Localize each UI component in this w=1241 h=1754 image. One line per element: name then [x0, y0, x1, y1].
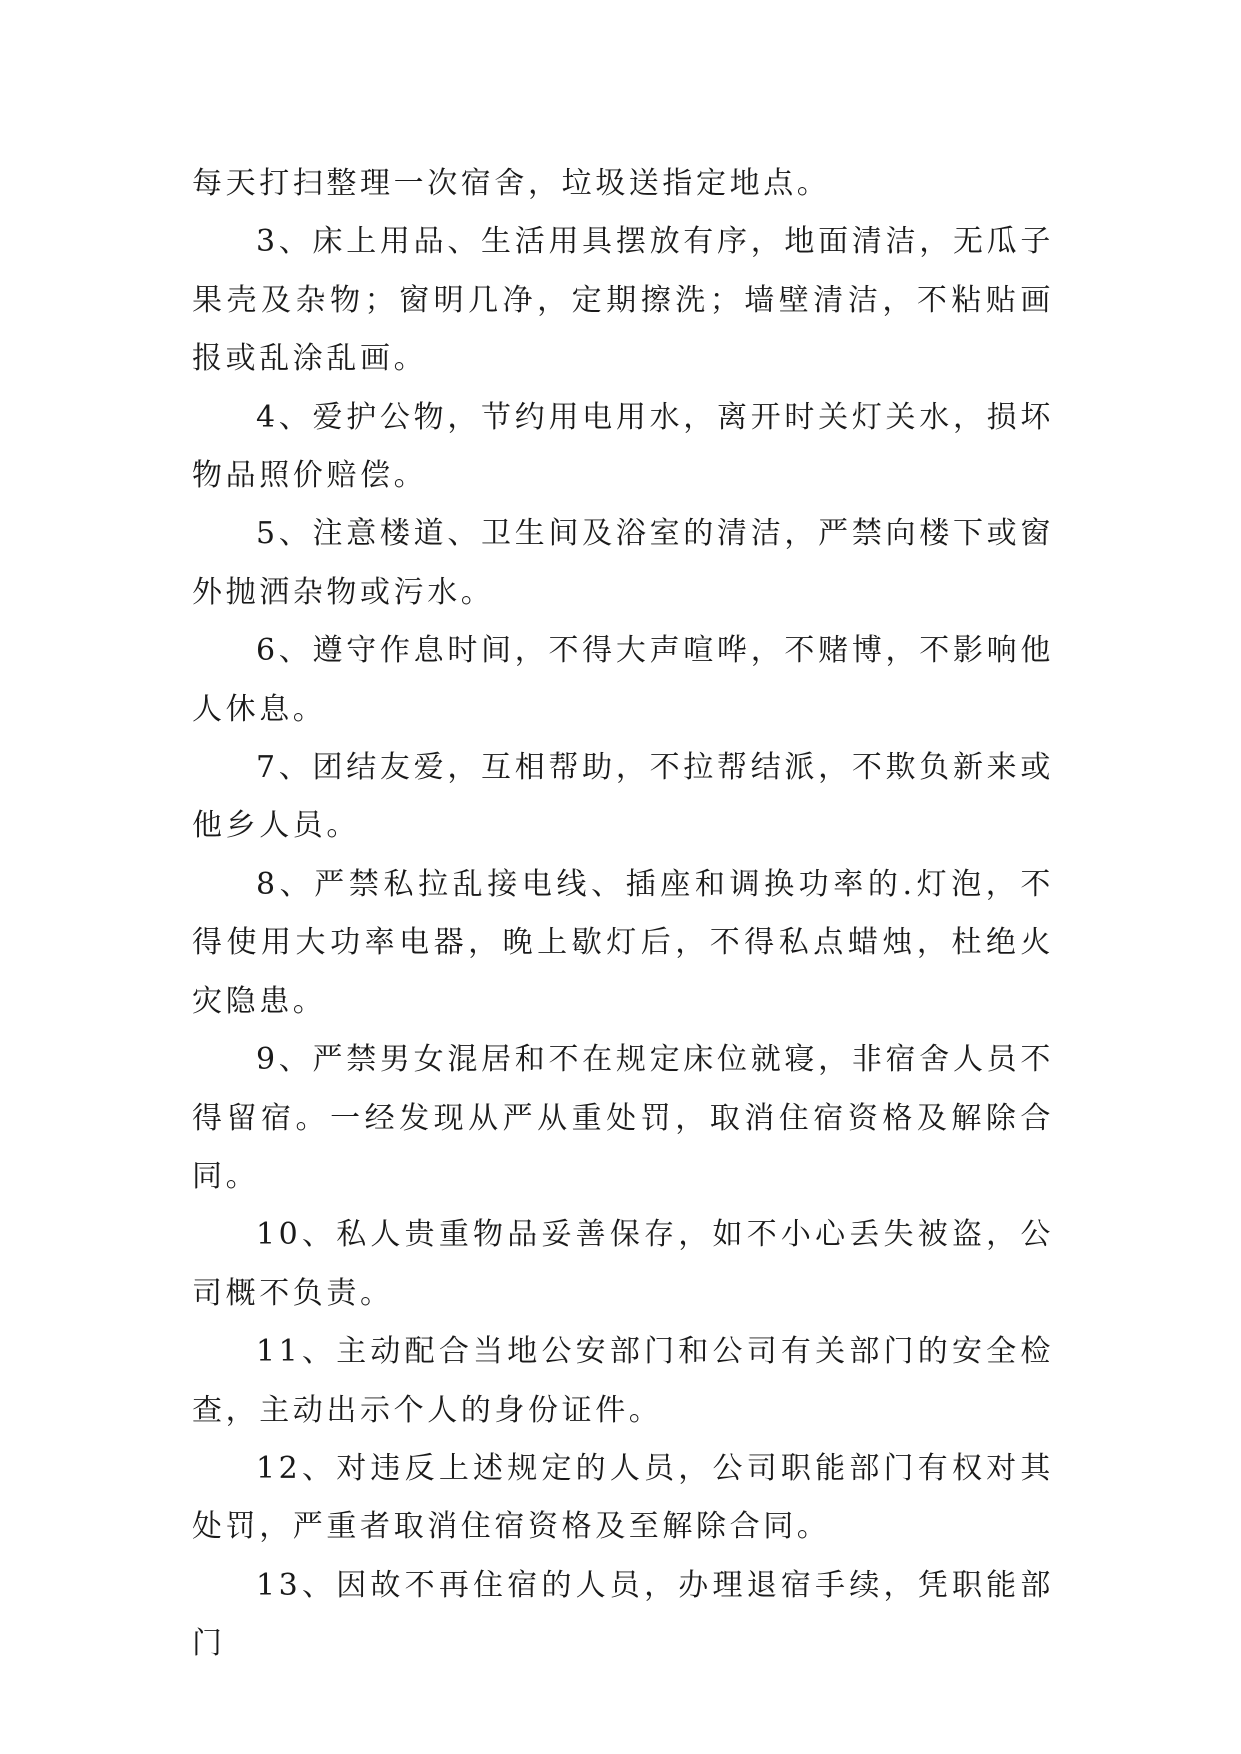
paragraph-rule-4: 4、爱护公物，节约用电用水，离开时关灯关水，损坏物品照价赔偿。	[192, 399, 1054, 494]
paragraph-rule-3: 3、床上用品、生活用具摆放有序，地面清洁，无瓜子果壳及杂物；窗明几净，定期擦洗；墙壁清洁，不粘贴画报或乱涂乱画。	[192, 224, 1054, 377]
paragraph-rule-6: 6、遵守作息时间，不得大声喧哗，不赌博，不影响他人休息。	[192, 633, 1054, 727]
paragraph-rule-11: 11、主动配合当地公安部门和公司有关部门的安全检查，主动出示个人的身份证件。	[192, 1334, 1054, 1428]
paragraph-rule-8: 8、严禁私拉乱接电线、插座和调换功率的.灯泡，不得使用大功率电器，晚上歇灯后，不得私点蜡烛，杜绝火灾隐患。	[192, 866, 1054, 1019]
paragraph-rule-9: 9、严禁男女混居和不在规定床位就寝，非宿舍人员不得留宿。一经发现从严从重处罚，取消住宿资格及解除合同。	[192, 1042, 1054, 1194]
document-body	[192, 155, 1054, 1674]
paragraph-rule-7: 7、团结友爱，互相帮助，不拉帮结派，不欺负新来或他乡人员。	[192, 750, 1054, 844]
paragraph-rule-13: 13、因故不再住宿的人员，办理退宿手续，凭职能部门	[192, 1567, 1054, 1662]
paragraph-continuation: 每天打扫整理一次宿舍，垃圾送指定地点。	[192, 166, 831, 201]
paragraph-rule-10: 10、私人贵重物品妥善保存，如不小心丢失被盗，公司概不负责。	[192, 1217, 1054, 1311]
paragraph-rule-5: 5、注意楼道、卫生间及浴室的清洁，严禁向楼下或窗外抛洒杂物或污水。	[192, 516, 1054, 610]
paragraph-rule-12: 12、对违反上述规定的人员，公司职能部门有权对其处罚，严重者取消住宿资格及至解除合同。	[192, 1450, 1054, 1545]
